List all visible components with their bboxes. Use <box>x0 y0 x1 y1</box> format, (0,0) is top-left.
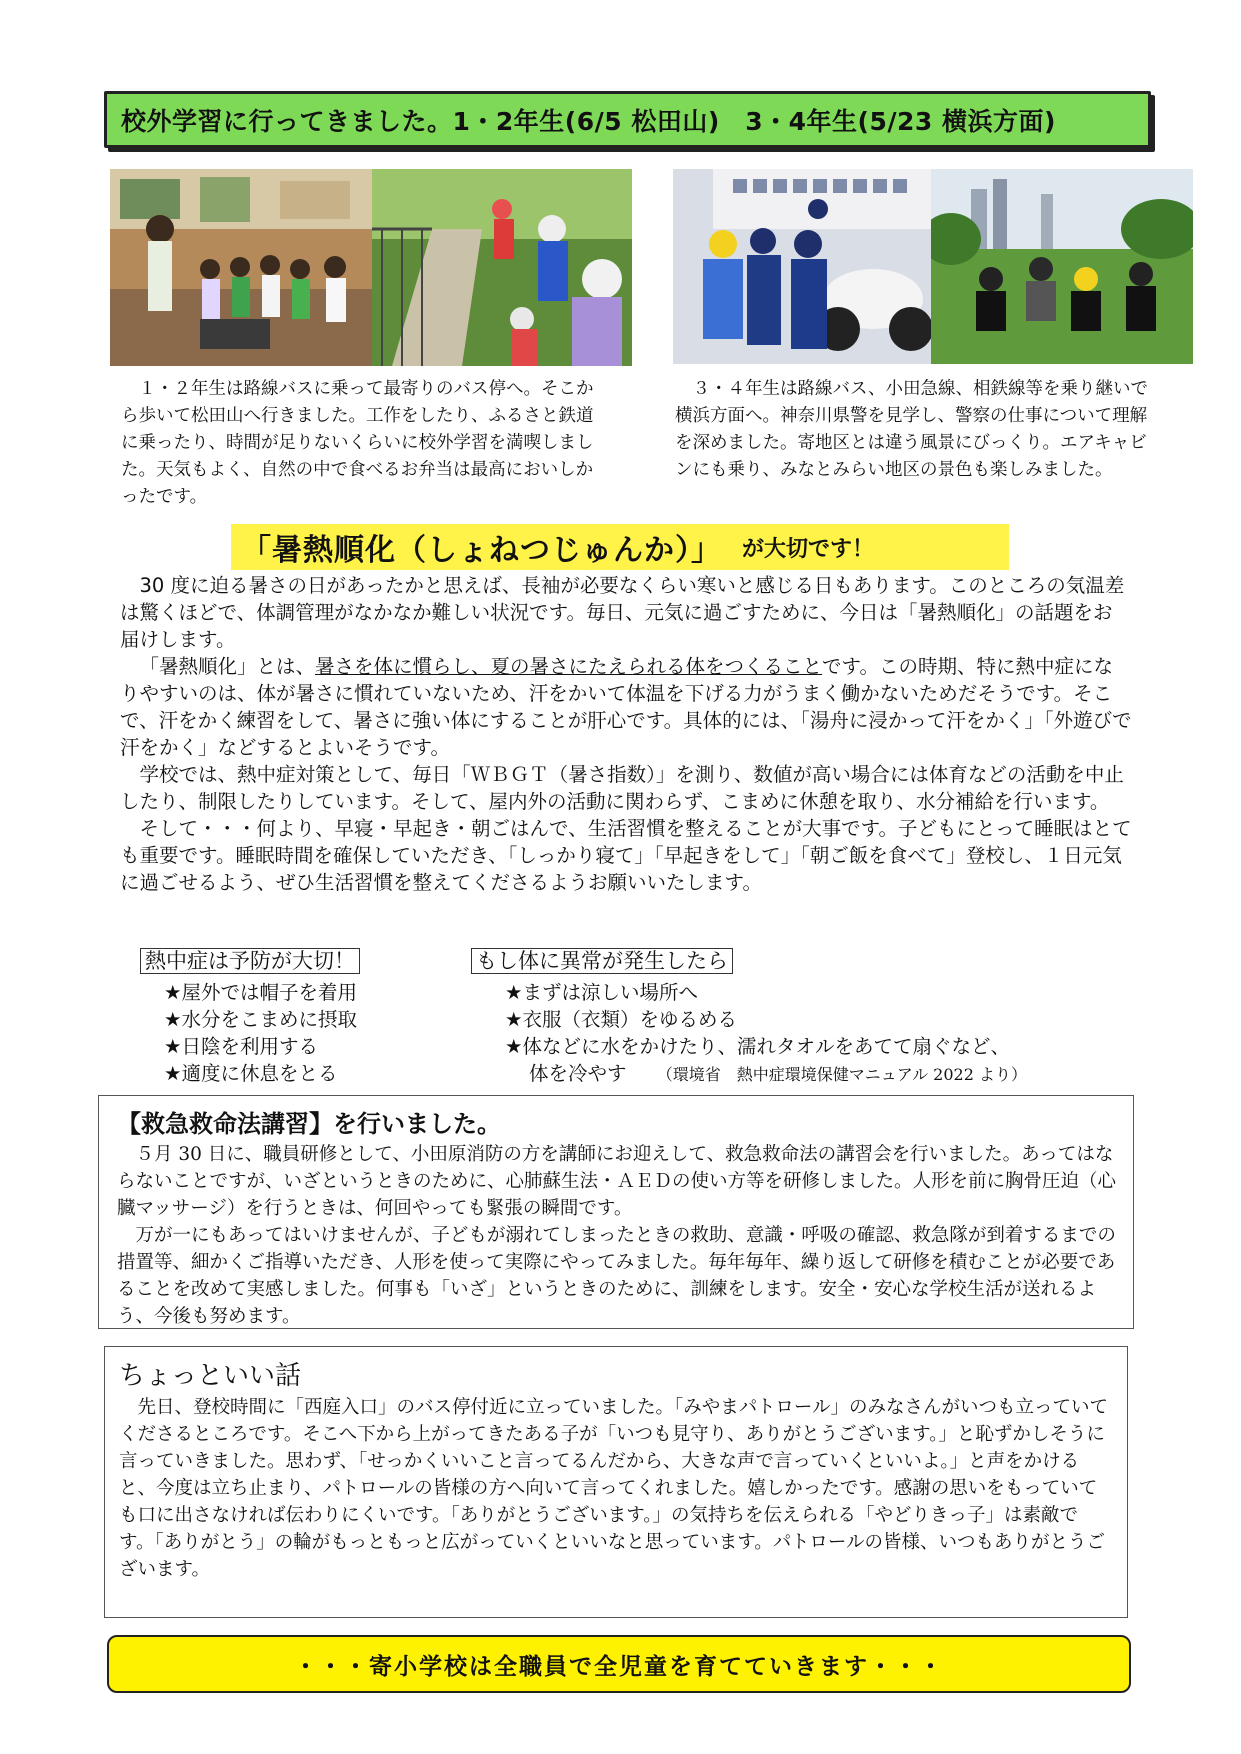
good-story-title: ちょっといい話 <box>119 1361 302 1391</box>
heat-p2-lead: 「暑熱順化」とは、 <box>139 655 316 678</box>
prevent-item: ★屋外では帽子を着用 <box>164 981 357 1004</box>
first-aid-body <box>117 1141 1117 1330</box>
abnormal-item: ★まずは涼しい場所へ <box>505 981 698 1004</box>
heat-title-main: 「暑熱順化（しょねつじゅんか）」 <box>241 533 722 568</box>
heat-p2-rest: です。この時期、特に熱中症になりやすいのは、体が暑さに慣れていないため、汗をかいて体温を下げる力がうまく働かないためだそうです。そこで、汗をかく練習をして、暑さに強い体にすることが肝心です。具体的には、「湯舟に浸かって汗をかく」「外遊びで汗をかく」などするとよいそうです。 <box>120 655 1132 759</box>
source-note: （環境省 熱中症環境保健マニュアル 2022 より） <box>656 1065 1027 1084</box>
heat-paragraph-4: そして・・・何より、早寝・早起き・朝ごはんで、生活習慣を整えることが大事です。子どもにとって睡眠はとても重要です。睡眠時間を確保していただき、「しっかり寝て」「早起きをして」「朝ご飯を食べて」登校し、１日元気に過ごせるよう、ぜひ生活習慣を整えてくださるようお願いいたします。 <box>120 817 1132 894</box>
abnormal-item: ★体などに水をかけたり、濡れタオルをあてて扇ぐなど、 <box>505 1035 1010 1058</box>
first-aid-section <box>98 1095 1134 1329</box>
heat-paragraph-3: 学校では、熱中症対策として、毎日「ＷＢＧＴ（暑さ指数）」を測り、数値が高い場合には体育などの活動を中止したり、制限したりしています。そして、屋内外の活動に関わらず、こまめに休憩を取り、水分補給を行います。 <box>120 763 1124 813</box>
abnormal-item: ★衣服（衣類）をゆるめる <box>505 1008 737 1031</box>
good-story-paragraph: 先日、登校時間に「西庭入口」のバス停付近に立っていました。「みやまパトロール」のみなさんがいつも立っていてくださるところです。そこへ下から上がってきたある子が「いつも見守り、ありがとうございます。」と恥ずかしそうに言っていきました。思わず、「せっかくいいこと言ってるんだから、大きな声で言っていくといいよ。」と声をかけると、今度は立ち止まり、パトロールの皆様の方へ向いて言ってくれました。嬉しかったです。感謝の思いをもっていても口に出さなければ伝わりにくいです。「ありがとうございます。」の気持ちを伝えられる「やどりきっ子」は素敵です。「ありがとう」の輪がもっともっと広がっていくといいなと思っています。パトロールの皆様、いつもありがとうございます。 <box>119 1397 1109 1580</box>
first-aid-title: 【救急救命法講習】を行いました。 <box>117 1110 501 1138</box>
right-caption-text: ３・４年生は路線バス、小田急線、相鉄線等を乗り継いで横浜方面へ。神奈川県警を見学し、警察の仕事について理解を深めました。寄地区とは違う風景にびっくり。エアキャビンにも乗り、みなとみらい地区の景色も楽しみました。 <box>675 379 1149 480</box>
prevent-item: ★水分をこまめに摂取 <box>164 1008 357 1031</box>
abnormal-box <box>471 945 1027 1088</box>
abnormal-item-last <box>505 1060 1027 1088</box>
abnormal-list <box>505 979 1027 1088</box>
prevent-box <box>140 945 360 1087</box>
footer-banner <box>107 1635 1131 1693</box>
first-aid-paragraph-1: ５月 30 日に、職員研修として、小田原消防の方を講師にお迎えして、救急救命法の講習会を行いました。あってはならないことですが、いざというときのために、心肺蘇生法・ＡＥＤの使い方等を研修しました。人形を前に胸骨圧迫（心臓マッサージ）を行うときは、何回やっても緊張の瞬間です。 <box>117 1144 1117 1219</box>
footer-text: ・・・寄小学校は全職員で全児童を育てていきます・・・ <box>294 1653 944 1680</box>
photo-police-visit <box>673 169 931 364</box>
first-aid-paragraph-2: 万が一にもあってはいけませんが、子どもが溺れてしまったときの救助、意識・呼吸の確認、救急隊が到着するまでの措置等、細かくご指導いただき、人形を使って実際にやってみました。毎年毎年、繰り返して研修を積むことが必要であることを改めて実感しました。何事も「いざ」というときのために、訓練をします。安全・安心な学校生活が送れるよう、今後も努めます。 <box>117 1225 1116 1327</box>
photo-walking-path <box>372 169 632 366</box>
field-trip-header <box>104 91 1151 148</box>
heat-paragraph-1: 30 度に迫る暑さの日があったかと思えば、長袖が必要なくらい寒いと感じる日もあります。このところの気温差は驚くほどで、体調管理がなかなか難しい状況です。毎日、元気に過ごすために、今日は「暑熱順化」の話題をお届けします。 <box>120 574 1125 651</box>
heat-paragraph-2 <box>120 653 1132 761</box>
right-caption <box>675 376 1164 484</box>
heat-title <box>231 524 1009 570</box>
photo-park-group <box>931 169 1193 364</box>
heat-title-suffix: が大切です！ <box>742 536 875 562</box>
good-story-section <box>104 1346 1128 1618</box>
prevent-item: ★日陰を利用する <box>164 1035 318 1058</box>
prevent-title: 熱中症は予防が大切！ <box>140 948 360 974</box>
prevent-item: ★適度に休息をとる <box>164 1062 338 1085</box>
good-story-body <box>119 1394 1111 1583</box>
heat-body <box>120 572 1132 896</box>
field-trip-header-text: 校外学習に行ってきました。1・2年生(6/5 松田山) 3・4年生(5/23 横浜方面) <box>121 106 1056 136</box>
left-caption-text: １・２年生は路線バスに乗って最寄りのバス停へ。そこから歩いて松田山へ行きました。工作をしたり、ふるさと鉄道に乗ったり、時間が足りないくらいに校外学習を満喫しました。天気もよく、自然の中で食べるお弁当は最高においしかったです。 <box>121 379 594 507</box>
left-caption <box>121 376 604 511</box>
prevent-list <box>164 979 360 1087</box>
abnormal-title: もし体に異常が発生したら <box>471 948 733 974</box>
heat-p2-definition: 暑さを体に慣らし、夏の暑さにたえられる体をつくること <box>315 655 823 678</box>
photo-museum-visit <box>110 169 372 366</box>
abnormal-last-text: 体を冷やす <box>529 1062 627 1085</box>
